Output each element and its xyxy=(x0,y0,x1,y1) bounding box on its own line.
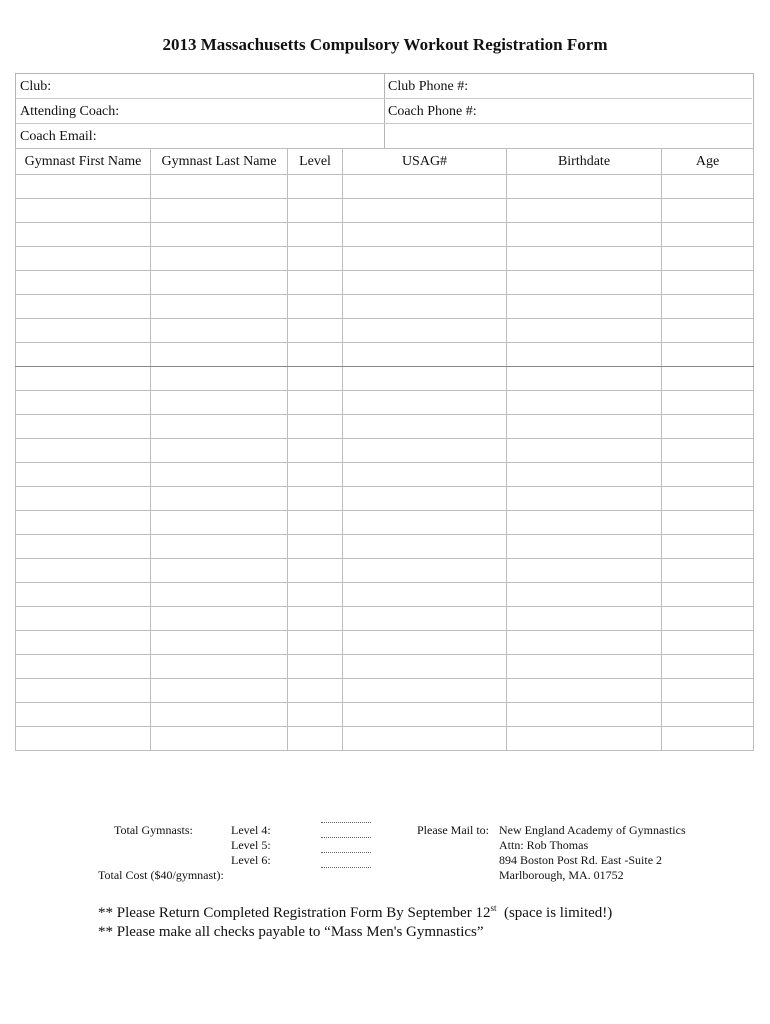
table-cell[interactable] xyxy=(288,655,343,679)
table-cell[interactable] xyxy=(507,535,662,559)
return-note-text: ** Please Return Completed Registration Form By September 12 xyxy=(98,905,491,921)
table-cell[interactable] xyxy=(662,703,754,727)
table-cell[interactable] xyxy=(662,535,754,559)
table-cell[interactable] xyxy=(16,655,151,679)
table-cell[interactable] xyxy=(662,727,754,751)
table-cell[interactable] xyxy=(288,367,343,391)
coach-phone-field[interactable]: Coach Phone #: xyxy=(384,99,752,124)
table-row xyxy=(16,295,754,319)
table-cell[interactable] xyxy=(343,415,507,439)
table-cell[interactable] xyxy=(288,607,343,631)
table-cell[interactable] xyxy=(151,583,288,607)
table-cell[interactable] xyxy=(662,247,754,271)
return-note-suffix: (space is limited!) xyxy=(496,905,613,921)
table-cell[interactable] xyxy=(288,319,343,343)
table-cell[interactable] xyxy=(151,535,288,559)
club-field[interactable]: Club: xyxy=(16,74,384,99)
table-cell[interactable] xyxy=(343,295,507,319)
table-cell[interactable] xyxy=(16,199,151,223)
table-row xyxy=(16,199,754,223)
col-age: Age xyxy=(662,149,754,175)
table-cell[interactable] xyxy=(507,391,662,415)
table-cell[interactable] xyxy=(343,655,507,679)
table-cell[interactable] xyxy=(151,223,288,247)
table-row xyxy=(16,391,754,415)
table-cell[interactable] xyxy=(16,487,151,511)
table-header-row xyxy=(16,149,754,175)
table-cell[interactable] xyxy=(662,319,754,343)
table-cell[interactable] xyxy=(343,679,507,703)
table-cell[interactable] xyxy=(16,559,151,583)
table-row xyxy=(16,703,754,727)
table-cell[interactable] xyxy=(16,271,151,295)
club-phone-field[interactable]: Club Phone #: xyxy=(384,74,752,99)
table-cell[interactable] xyxy=(288,199,343,223)
table-cell[interactable] xyxy=(662,463,754,487)
mail-line-2: Attn: Rob Thomas xyxy=(499,838,589,852)
table-cell[interactable] xyxy=(151,367,288,391)
table-cell[interactable] xyxy=(288,295,343,319)
table-cell[interactable] xyxy=(16,727,151,751)
table-row xyxy=(16,511,754,535)
table-cell[interactable] xyxy=(151,727,288,751)
return-note-sup: st xyxy=(490,903,497,913)
table-cell[interactable] xyxy=(151,655,288,679)
table-cell[interactable] xyxy=(662,487,754,511)
table-cell[interactable] xyxy=(16,607,151,631)
level6-blank[interactable] xyxy=(321,852,371,853)
table-cell[interactable] xyxy=(343,391,507,415)
table-cell[interactable] xyxy=(16,415,151,439)
table-cell[interactable] xyxy=(662,175,754,199)
table-cell[interactable] xyxy=(16,391,151,415)
table-cell[interactable] xyxy=(151,439,288,463)
table-cell[interactable] xyxy=(288,727,343,751)
table-row xyxy=(16,271,754,295)
table-cell[interactable] xyxy=(343,583,507,607)
level5-blank[interactable] xyxy=(321,837,371,838)
table-cell[interactable] xyxy=(343,343,507,367)
table-cell[interactable] xyxy=(16,703,151,727)
table-cell[interactable] xyxy=(343,439,507,463)
table-cell[interactable] xyxy=(343,223,507,247)
table-row xyxy=(16,655,754,679)
table-cell[interactable] xyxy=(16,679,151,703)
table-cell[interactable] xyxy=(288,223,343,247)
table-cell[interactable] xyxy=(507,487,662,511)
table-cell[interactable] xyxy=(343,559,507,583)
table-cell[interactable] xyxy=(343,247,507,271)
table-cell[interactable] xyxy=(343,727,507,751)
table-cell[interactable] xyxy=(151,343,288,367)
table-cell[interactable] xyxy=(288,463,343,487)
table-cell[interactable] xyxy=(507,271,662,295)
table-row xyxy=(16,607,754,631)
table-cell[interactable] xyxy=(16,367,151,391)
table-cell[interactable] xyxy=(151,463,288,487)
table-cell[interactable] xyxy=(662,343,754,367)
mail-label: Please Mail to: xyxy=(417,823,489,837)
table-cell[interactable] xyxy=(662,655,754,679)
table-cell[interactable] xyxy=(288,535,343,559)
table-cell[interactable] xyxy=(343,199,507,223)
table-cell[interactable] xyxy=(16,295,151,319)
table-cell[interactable] xyxy=(507,223,662,247)
table-row xyxy=(16,679,754,703)
table-cell[interactable] xyxy=(288,343,343,367)
level6-label: Level 6: xyxy=(231,853,271,867)
table-cell[interactable] xyxy=(507,199,662,223)
table-row xyxy=(16,247,754,271)
mail-line-3: 894 Boston Post Rd. East -Suite 2 xyxy=(499,853,663,867)
table-cell[interactable] xyxy=(151,631,288,655)
table-cell[interactable] xyxy=(288,583,343,607)
table-cell[interactable] xyxy=(288,703,343,727)
blank-header-cell xyxy=(384,124,752,149)
table-cell[interactable] xyxy=(343,511,507,535)
table-cell[interactable] xyxy=(662,295,754,319)
table-cell[interactable] xyxy=(507,727,662,751)
coach-email-field[interactable]: Coach Email: xyxy=(16,124,384,149)
table-cell[interactable] xyxy=(343,271,507,295)
table-cell[interactable] xyxy=(288,559,343,583)
attending-coach-field[interactable]: Attending Coach: xyxy=(16,99,384,124)
table-cell[interactable] xyxy=(288,679,343,703)
table-cell[interactable] xyxy=(151,487,288,511)
table-cell[interactable] xyxy=(16,247,151,271)
total-cost-blank[interactable] xyxy=(321,867,371,868)
table-cell[interactable] xyxy=(151,319,288,343)
level4-label: Level 4: xyxy=(231,823,271,837)
col-last-name: Gymnast Last Name xyxy=(151,149,288,175)
table-cell[interactable] xyxy=(507,247,662,271)
col-usag: USAG# xyxy=(343,149,507,175)
col-level: Level xyxy=(288,149,343,175)
table-cell[interactable] xyxy=(343,631,507,655)
table-cell[interactable] xyxy=(507,679,662,703)
table-cell[interactable] xyxy=(343,535,507,559)
table-cell[interactable] xyxy=(151,391,288,415)
table-cell[interactable] xyxy=(507,631,662,655)
table-cell[interactable] xyxy=(288,487,343,511)
table-cell[interactable] xyxy=(16,223,151,247)
table-cell[interactable] xyxy=(151,415,288,439)
table-cell[interactable] xyxy=(507,559,662,583)
table-cell[interactable] xyxy=(507,295,662,319)
table-cell[interactable] xyxy=(507,607,662,631)
table-cell[interactable] xyxy=(662,607,754,631)
table-cell[interactable] xyxy=(151,199,288,223)
table-cell[interactable] xyxy=(343,319,507,343)
form-title: 2013 Massachusetts Compulsory Workout Registration Form xyxy=(162,35,608,54)
table-cell[interactable] xyxy=(16,511,151,535)
table-cell[interactable] xyxy=(151,271,288,295)
table-cell[interactable] xyxy=(16,535,151,559)
table-cell[interactable] xyxy=(507,319,662,343)
table-cell[interactable] xyxy=(662,511,754,535)
table-cell[interactable] xyxy=(16,463,151,487)
table-cell[interactable] xyxy=(662,583,754,607)
table-cell[interactable] xyxy=(662,271,754,295)
table-cell[interactable] xyxy=(662,367,754,391)
table-cell[interactable] xyxy=(507,343,662,367)
table-cell[interactable] xyxy=(16,631,151,655)
table-cell[interactable] xyxy=(343,175,507,199)
total-cost-label: Total Cost ($40/gymnast): xyxy=(98,868,224,882)
table-cell[interactable] xyxy=(662,391,754,415)
table-cell[interactable] xyxy=(507,703,662,727)
mail-line-1: New England Academy of Gymnastics xyxy=(499,823,686,837)
table-cell[interactable] xyxy=(662,223,754,247)
table-row xyxy=(16,223,754,247)
table-row xyxy=(16,319,754,343)
table-cell[interactable] xyxy=(507,511,662,535)
notes-block xyxy=(98,899,612,942)
level5-label: Level 5: xyxy=(231,838,271,852)
table-cell[interactable] xyxy=(343,607,507,631)
table-cell[interactable] xyxy=(16,343,151,367)
table-cell[interactable] xyxy=(507,439,662,463)
table-cell[interactable] xyxy=(288,175,343,199)
table-cell[interactable] xyxy=(151,679,288,703)
table-row xyxy=(16,463,754,487)
table-cell[interactable] xyxy=(288,439,343,463)
table-cell[interactable] xyxy=(151,511,288,535)
table-cell[interactable] xyxy=(151,175,288,199)
table-row xyxy=(16,439,754,463)
table-row xyxy=(16,535,754,559)
level4-blank[interactable] xyxy=(321,822,371,823)
table-cell[interactable] xyxy=(16,439,151,463)
table-row xyxy=(16,583,754,607)
table-cell[interactable] xyxy=(507,583,662,607)
table-cell[interactable] xyxy=(343,487,507,511)
table-cell[interactable] xyxy=(507,415,662,439)
table-row xyxy=(16,631,754,655)
table-cell[interactable] xyxy=(16,583,151,607)
table-cell[interactable] xyxy=(151,607,288,631)
table-cell[interactable] xyxy=(288,631,343,655)
table-cell[interactable] xyxy=(288,247,343,271)
col-birthdate: Birthdate xyxy=(507,149,662,175)
table-cell[interactable] xyxy=(288,391,343,415)
table-row xyxy=(16,487,754,511)
table-row xyxy=(16,367,754,391)
header-fields-grid xyxy=(15,73,754,149)
total-gymnasts-label: Total Gymnasts: xyxy=(114,823,193,837)
table-row xyxy=(16,343,754,367)
return-note xyxy=(98,899,612,923)
table-cell[interactable] xyxy=(288,271,343,295)
table-cell[interactable] xyxy=(343,367,507,391)
table-cell[interactable] xyxy=(662,631,754,655)
col-first-name: Gymnast First Name xyxy=(16,149,151,175)
table-cell[interactable] xyxy=(151,295,288,319)
table-cell[interactable] xyxy=(343,463,507,487)
table-cell[interactable] xyxy=(662,679,754,703)
table-cell[interactable] xyxy=(662,439,754,463)
table-row xyxy=(16,559,754,583)
table-cell[interactable] xyxy=(662,415,754,439)
table-row xyxy=(16,175,754,199)
table-row xyxy=(16,415,754,439)
table-cell[interactable] xyxy=(662,199,754,223)
table-cell[interactable] xyxy=(151,559,288,583)
table-cell[interactable] xyxy=(16,319,151,343)
table-cell[interactable] xyxy=(288,511,343,535)
table-cell[interactable] xyxy=(151,247,288,271)
table-cell[interactable] xyxy=(507,655,662,679)
table-cell[interactable] xyxy=(151,703,288,727)
gymnast-table xyxy=(15,148,754,751)
table-cell[interactable] xyxy=(288,415,343,439)
table-cell[interactable] xyxy=(507,367,662,391)
mail-line-4: Marlborough, MA. 01752 xyxy=(499,868,624,882)
table-cell[interactable] xyxy=(343,703,507,727)
checks-note: ** Please make all checks payable to “Mass Men's Gymnastics” xyxy=(98,924,484,940)
table-cell[interactable] xyxy=(507,463,662,487)
table-cell[interactable] xyxy=(662,559,754,583)
table-row xyxy=(16,727,754,751)
table-cell[interactable] xyxy=(507,175,662,199)
table-cell[interactable] xyxy=(16,175,151,199)
